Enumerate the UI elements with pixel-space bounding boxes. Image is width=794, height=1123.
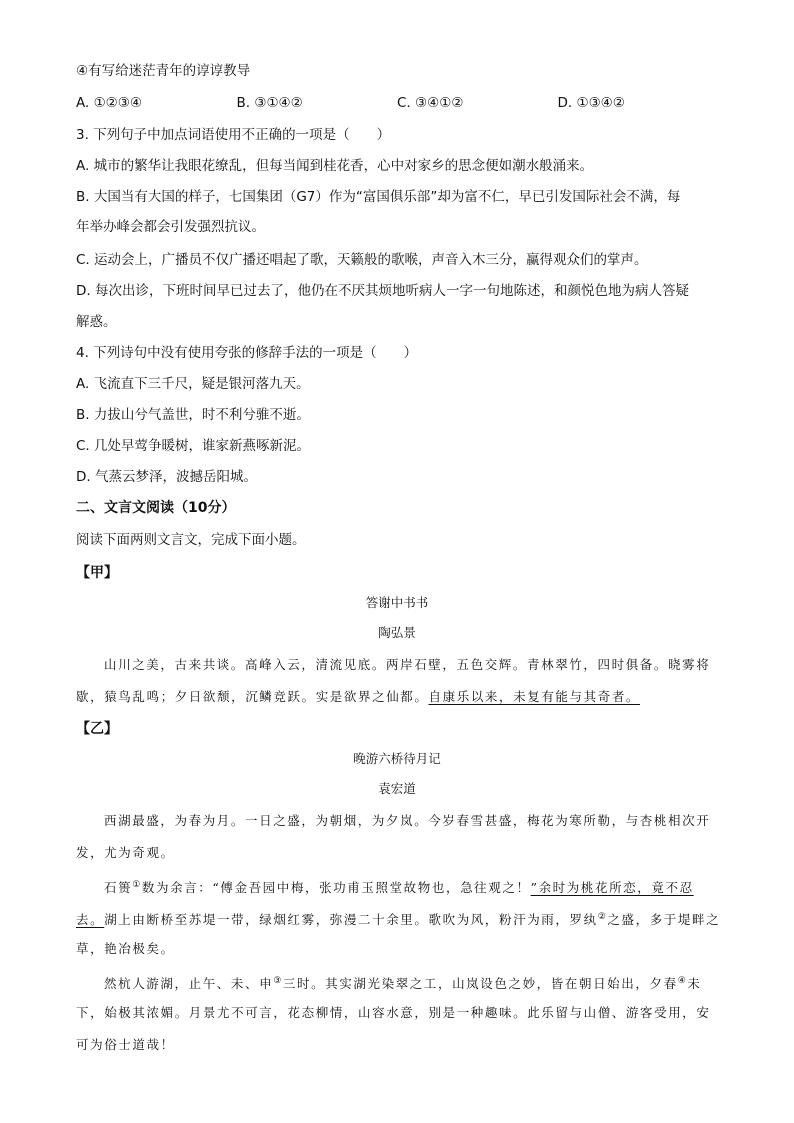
q3-option-c: C. 运动会上，广播员不仅广播还唱起了歌，天籁般的歌喉，声音入木三分，赢得观众们的掌声。 [76,252,648,268]
q4-option-b: B. 力拔山兮气盖世，时不利兮骓不逝。 [76,407,310,423]
q-prev-options [76,92,718,114]
passage-yi-line1: 西湖最盛，为春为月。一日之盛，为朝烟，为夕岚。今岁春雪甚盛，梅花为寒所勒，与杏桃相次开 [104,813,711,828]
passage-yi-line6: 然杭人游湖，止午、未、申③三时。其实湖光染翠之工，山岚设色之妙，皆在朝日始出，夕春④未 [104,976,702,992]
passage-yi-title: 晚游六桥待月记 [353,751,441,766]
footnote-marker: ② [597,912,608,922]
passage-jia-label: 【甲】 [76,565,118,581]
underlined-sentence: 去。 [76,912,105,928]
q3-option-a: A. 城市的繁华让我眼花缭乱，但每当闻到桂花香，心中对家乡的思念便如潮水般涌来。 [76,158,594,174]
option-c: C. ③④①② [397,95,464,111]
passage-jia-line2: 歇，猿鸟乱鸣；夕日欲颓，沉鳞竞跃。实是欲界之仙都。自康乐以来，未复有能与其奇者。 [76,689,641,704]
q3-option-b-line2: 年举办峰会都会引发强烈抗议。 [76,219,265,235]
passage-yi-label: 【乙】 [76,721,118,737]
q3-option-b-line1: B. 大国当有大国的样子，七国集团（G7）作为“富国俱乐部”却为富不仁，早已引发国际社会不满，每 [76,189,681,205]
passage-yi-line2: 发，尤为奇观。 [76,845,175,860]
option-b: B. ③①④② [236,95,303,111]
q4-option-c: C. 几处早莺争暖树，谁家新燕啄新泥。 [76,438,311,454]
passage-yi-line4: 去。湖上由断桥至苏堤一带，绿烟红雾，弥漫二十余里。歌吹为风，粉汗为雨，罗纨②之盛，多于堤畔之 [76,912,721,928]
q3-option-d-line1: D. 每次出诊，下班时间早已过去了，他仍在不厌其烦地听病人一字一句地陈述，和颜悦色地为病人答疑 [76,283,689,299]
footnote-marker: ④ [677,976,688,986]
passage-jia-title: 答谢中书书 [365,595,429,610]
passage-jia-author: 陶弘景 [378,625,416,640]
option-a: A. ①②③④ [76,95,142,111]
underlined-sentence: 自康乐以来，未复有能与其奇者。 [428,689,641,704]
option-d: D. ①③④② [557,95,625,111]
footnote-marker: ① [132,880,142,890]
passage-yi-line5: 草，艳冶极矣。 [76,941,175,956]
footnote-marker: ③ [273,976,283,986]
q-prev-item4: ④有写给迷茫青年的谆谆教导 [76,63,251,79]
underlined-sentence: ”余时为桃花所恋，竟不忍 [530,880,694,896]
q3-option-d-line2: 解惑。 [76,314,117,330]
q4-option-a: A. 飞流直下三千尺，疑是银河落九天。 [76,376,310,392]
q4-option-d: D. 气蒸云梦泽，波撼岳阳城。 [76,469,257,485]
passage-yi-line3: 石篑①数为余言：“傅金吾园中梅，张功甫玉照堂故物也，急往观之！”余时为桃花所恋，竟不忍 [104,880,694,896]
passage-jia-line1: 山川之美，古来共谈。高峰入云，清流见底。两岸石壁，五色交辉。青林翠竹，四时俱备。晓雾将 [104,657,711,672]
passage-yi-line7: 下，始极其浓媚。月景尤不可言，花态柳情，山容水意，别是一种趣味。此乐留与山僧、游客受用，安 [76,1005,711,1020]
passage-yi-line8: 可为俗士道哉！ [76,1037,175,1052]
passage-yi-author: 袁宏道 [378,781,416,796]
q3-stem: 3. 下列句子中加点词语使用不正确的一项是（ ） [76,127,391,143]
section-intro: 阅读下面两则文言文，完成下面小题。 [76,532,306,548]
section-heading: 二、文言文阅读（10分） [76,500,236,516]
q4-stem: 4. 下列诗句中没有使用夸张的修辞手法的一项是（ ） [76,345,418,361]
